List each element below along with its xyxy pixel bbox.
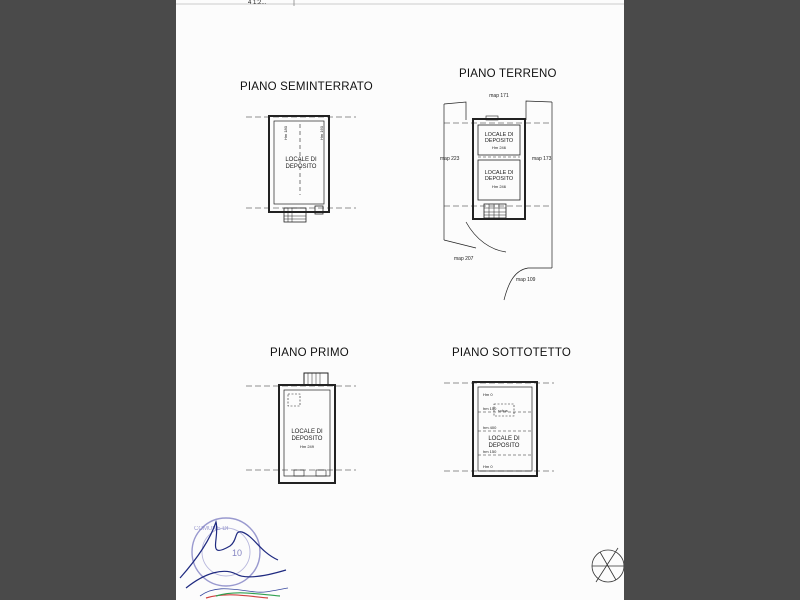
title-terreno: PIANO TERRENO	[459, 68, 557, 80]
terreno-room2-line2: DEPOSITO	[484, 176, 514, 182]
plan-terreno	[444, 101, 552, 300]
seminterrato-room-line1: LOCALE DI	[285, 157, 317, 163]
sottotetto-room-line2: DEPOSITO	[488, 443, 520, 449]
top-scrap	[176, 0, 624, 6]
seminterrato-height-left: Hm 180	[283, 125, 288, 140]
terreno-map-top: map 171	[489, 93, 509, 99]
official-stamp	[192, 518, 260, 586]
sottotetto-height-4: hm 150	[483, 449, 497, 454]
plan-primo	[246, 373, 356, 483]
sottotetto-height-2: hm 150	[483, 406, 497, 411]
terreno-map-left: map 223	[440, 156, 460, 162]
sottotetto-inner-label: sohua	[498, 409, 508, 413]
primo-room-line1: LOCALE DI	[291, 429, 323, 435]
terreno-room2-line1: LOCALE DI	[484, 170, 514, 176]
sottotetto-height-5: Hm 0	[483, 464, 493, 469]
title-primo: PIANO PRIMO	[270, 347, 349, 359]
sottotetto-room-line1: LOCALE DI	[488, 436, 520, 442]
document-page	[176, 0, 624, 600]
sottotetto-height-3: hm 400	[483, 425, 497, 430]
top-scrap-text: 4 1:2...	[248, 0, 267, 6]
floor-plans-drawing	[176, 0, 624, 600]
title-seminterrato: PIANO SEMINTERRATO	[240, 81, 373, 93]
color-smudge	[206, 593, 280, 598]
terreno-room1-line2: DEPOSITO	[484, 138, 514, 144]
terreno-map-bottom-right: map 109	[516, 277, 536, 283]
terreno-room1-line1: LOCALE DI	[484, 132, 514, 138]
north-arrow-icon	[592, 548, 624, 582]
sottotetto-height-1: Hm 0	[483, 392, 493, 397]
stamp-text: COMUNE DI	[194, 526, 229, 532]
terreno-map-right: map 173	[532, 156, 552, 162]
stamp-number: 10	[232, 548, 243, 558]
terreno-room1-height: Hm 246	[491, 145, 507, 150]
terreno-room2-height: Hm 246	[491, 184, 507, 189]
terreno-map-bottom-left: map 207	[454, 256, 474, 262]
seminterrato-height-right: Hm 160	[319, 125, 324, 140]
primo-room-height: Hm 249	[299, 444, 315, 449]
title-sottotetto: PIANO SOTTOTETTO	[452, 347, 572, 359]
primo-room-line2: DEPOSITO	[291, 436, 323, 442]
plan-sottotetto	[444, 382, 554, 476]
seminterrato-room-line2: DEPOSITO	[285, 164, 317, 170]
